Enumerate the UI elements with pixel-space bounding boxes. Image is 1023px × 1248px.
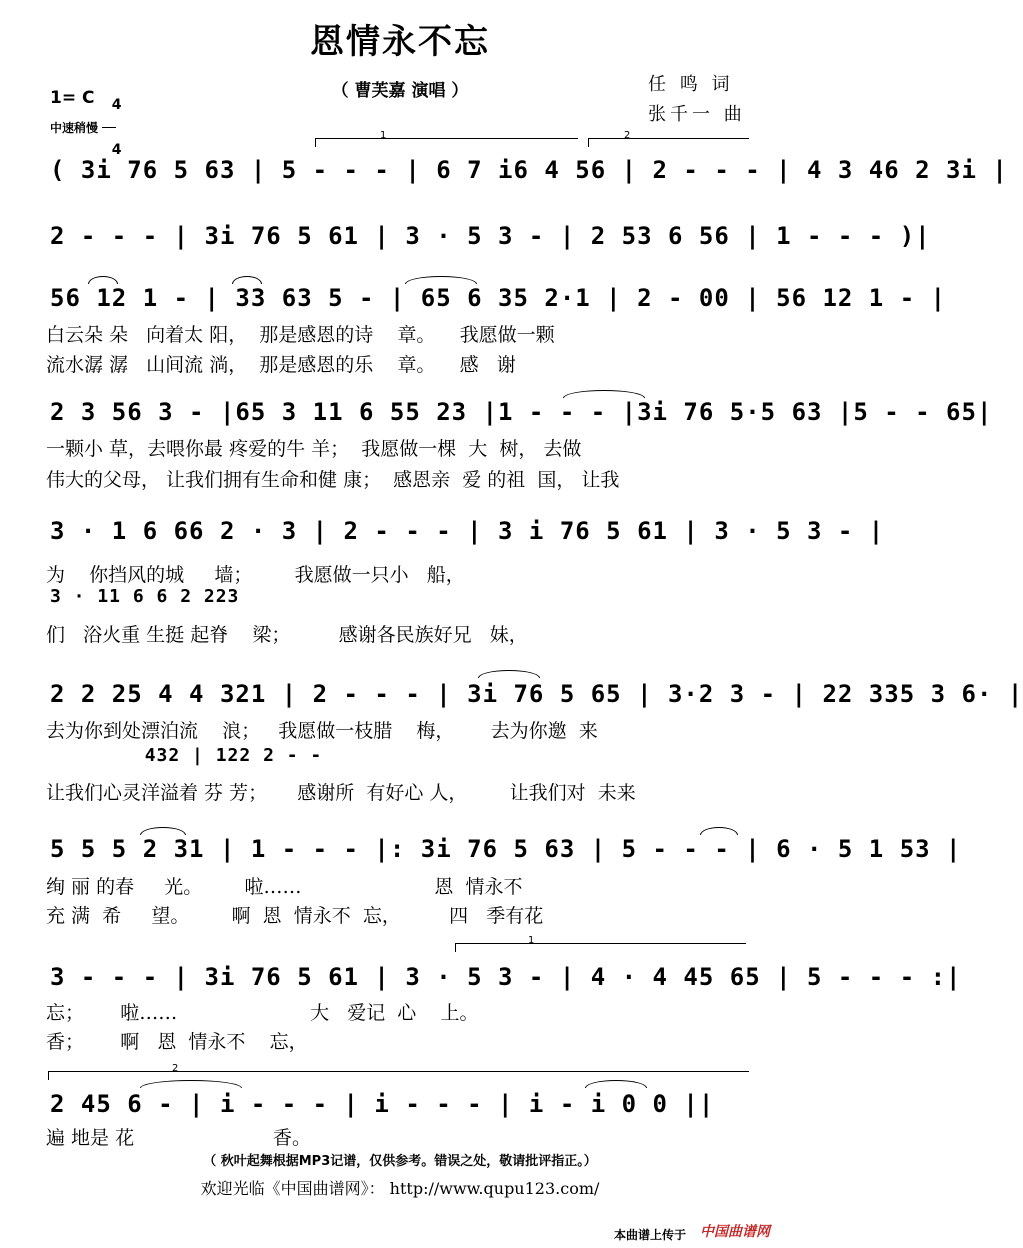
lyric-line: 充 满 希 望。 啊 恩 情永不 忘， 四 季有花 (46, 905, 544, 927)
site-logo[interactable]: 中国曲谱网 (700, 1224, 770, 1240)
volta-number: 1 (380, 130, 387, 141)
slur-arc (585, 1080, 647, 1088)
lyric-line: 为 你挡风的城 墙； 我愿做一只小 船， (46, 564, 465, 586)
lyric-line: 们 浴火重 生挺 起脊 梁； 感谢各民族好兄 妹， (46, 624, 528, 646)
slur-arc (478, 670, 540, 678)
singer-credit: （ 曹芙嘉 演唱 ） (331, 81, 469, 101)
transcription-note: （ 秋叶起舞根据MP3记谱，仅供参考。错误之处，敬请批评指正。） (203, 1154, 597, 1169)
lyric-line: 让我们心灵洋溢着 芬 芳； 感谢所 有好心 人， 让我们对 未来 (46, 782, 636, 804)
slur-arc (140, 827, 186, 835)
tempo-marking: 中速稍慢 (50, 121, 99, 135)
slur-arc (563, 390, 645, 398)
notation-sub-row: 3 · 11 6 6 2 223 (50, 586, 240, 607)
volta-number: 2 (624, 130, 631, 141)
volta-bracket (315, 138, 578, 147)
notation-row: 2 45 6 - | i - - - | i - - - | i - i 0 0 || (50, 1090, 715, 1118)
notation-sub-row: 432 | 122 2 - - (50, 745, 323, 766)
volta-number: 2 (172, 1063, 179, 1074)
notation-row: 2 - - - | 3i 76 5 61 | 3 · 5 3 - | 2 53 6 56 | 1 - - - )| (50, 222, 931, 250)
lyricist-credit: 任 鸣 词 (648, 74, 734, 95)
notation-row: 2 2 25 4 4 321 | 2 - - - | 3i 76 5 65 | 3·2 3 - | 22 335 3 6· | (50, 680, 1023, 708)
slur-arc (88, 276, 118, 284)
lyric-line: 一颗小 草，去喂你最 疼爱的牛 羊； 我愿做一棵 大 树， 去做 (46, 438, 582, 460)
time-signature (102, 84, 122, 158)
time-signature-top: 4 (111, 97, 122, 113)
notation-row: 2 3 56 3 - |65 3 11 6 55 23 |1 - - - |3i 76 5·5 63 |5 - - 65| (50, 398, 993, 426)
slur-arc (700, 827, 738, 835)
lyric-line: 伟大的父母， 让我们拥有生命和健 康； 感恩亲 爱 的祖 国， 让我 (46, 469, 620, 491)
key-signature: 1= C (50, 88, 95, 108)
notation-row: 5 5 5 2 31 | 1 - - - |: 3i 76 5 63 | 5 - - - | 6 · 5 1 53 | (50, 835, 962, 863)
lyric-line: 绚 丽 的春 光。 啦…… 恩 情永不 (46, 876, 523, 898)
composer-credit: 张千一 曲 (648, 104, 746, 125)
volta-bracket (588, 138, 749, 147)
volta-number: 1 (528, 935, 535, 946)
volta-bracket (455, 943, 746, 952)
lyric-line: 白云朵 朵 向着太 阳， 那是感恩的诗 章。 我愿做一颗 (46, 324, 555, 346)
slur-arc (140, 1080, 242, 1088)
notation-row: 3 · 1 6 66 2 · 3 | 2 - - - | 3 i 76 5 61 | 3 · 5 3 - | (50, 517, 885, 545)
lyric-line: 流水潺 潺 山间流 淌， 那是感恩的乐 章。 感 谢 (46, 354, 516, 376)
lyric-line: 遍 地是 花 香。 (46, 1127, 311, 1149)
slur-arc (232, 276, 262, 284)
site-welcome[interactable]: 欢迎光临《中国曲谱网》： http://www.qupu123.com/ (200, 1179, 600, 1198)
page-title: 恩情永不忘 (310, 22, 490, 62)
lyric-line: 去为你到处漂泊流 浪； 我愿做一枝腊 梅， 去为你邀 来 (46, 720, 598, 742)
lyric-line: 忘； 啦…… 大 爱记 心 上。 (46, 1002, 479, 1024)
notation-row: 3 - - - | 3i 76 5 61 | 3 · 5 3 - | 4 · 4 45 65 | 5 - - - :| (50, 963, 962, 991)
lyric-line: 香； 啊 恩 情永不 忘， (46, 1031, 308, 1053)
slur-arc (405, 276, 477, 284)
notation-row: 56 12 1 - | 33 63 5 - | 65 6 35 2·1 | 2 - 00 | 56 12 1 - | (50, 284, 947, 312)
time-signature-bottom: 4 (111, 142, 122, 158)
notation-row: ( 3i 76 5 63 | 5 - - - | 6 7 i6 4 56 | 2 - - - | 4 3 46 2 3i | (50, 156, 1008, 184)
upload-label: 本曲谱上传于 (614, 1228, 687, 1242)
volta-bracket (48, 1071, 749, 1080)
